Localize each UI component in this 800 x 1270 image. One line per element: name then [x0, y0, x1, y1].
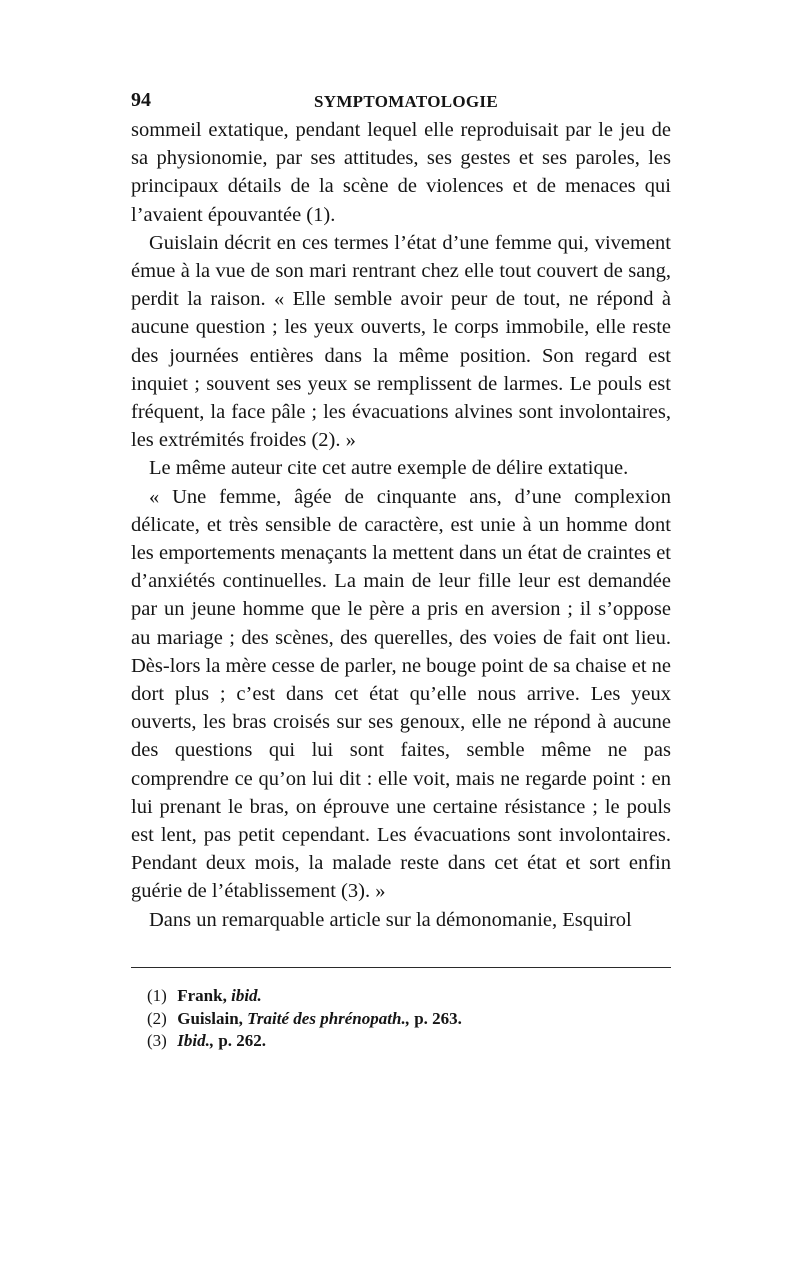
footnote-rule [131, 967, 671, 968]
footnote-3 [147, 1030, 667, 1053]
footnote-author: Frank, [177, 986, 227, 1005]
paragraph-3: Le même auteur cite cet autre exemple de délire extatique. [149, 457, 629, 480]
footnote-title: Ibid., [177, 1031, 215, 1050]
paragraph-5: Dans un remarquable article sur la démonomanie, Esquirol [149, 908, 632, 931]
footnote-2 [147, 1008, 667, 1031]
paragraph-1: sommeil extatique, pendant lequel elle reproduisait par le jeu de sa physionomie, par ses attitudes, ses gestes et ses paroles, les principaux détails de la scène de violences et de menaces qui l’avaient épouvantée (1). [131, 119, 671, 226]
footnote-author: Guislain, [177, 1008, 243, 1028]
footnote-1 [147, 985, 667, 1008]
footnote-title: ibid. [231, 986, 262, 1005]
footnote-number: (2) [147, 1008, 167, 1028]
page-number: 94 [131, 89, 151, 111]
footnotes [147, 985, 667, 1053]
footnote-page: p. 263. [414, 1008, 462, 1028]
footnote-number: (3) [147, 1031, 167, 1050]
footnote-title: Traité des phrénopath., [247, 1008, 410, 1028]
running-head: SYMPTOMATOLOGIE [314, 92, 498, 111]
footnote-number: (1) [147, 986, 167, 1005]
paragraph-4: « Une femme, âgée de cinquante ans, d’une complexion délicate, et très sensible de caractère, est unie à un homme dont les emportements menaçants la mettent dans un état de craintes et d’anxiétés continuelles. La main de leur fille leur est demandée par un jeune homme que le père a pris en aversion ; il s’oppose au mariage ; des scènes, des querelles, des voies de fait ont lieu. Dès-lors la mère cesse de parler, ne bouge point de sa chaise et ne dort plus ; c’est dans cet état qu’elle nous arrive. Les yeux ouverts, les bras croisés sur ses genoux, elle ne répond à aucune des questions qui lui sont faites, semble même ne pas comprendre ce qu’on lui dit : elle voit, mais ne regarde point : en lui prenant le bras, on éprouve une certaine résistance ; le pouls est lent, pas petit cependant. Les évacuations sont involontaires. Pendant deux mois, la malade reste dans cet état et sort enfin guérie de l’établissement (3). » [131, 485, 671, 903]
body-text [131, 116, 671, 934]
footnote-page: p. 262. [218, 1031, 267, 1050]
paragraph-2: Guislain décrit en ces termes l’état d’une femme qui, vivement émue à la vue de son mari rentrant chez elle tout couvert de sang, perdit la raison. « Elle semble avoir peur de tout, ne répond à aucune question ; les yeux ouverts, le corps immobile, elle reste des journées entières dans la même position. Son regard est inquiet ; souvent ses yeux se remplissent de larmes. Le pouls est fréquent, la face pâle ; les évacuations alvines sont involontaires, les extrémités froides (2). » [131, 231, 671, 452]
